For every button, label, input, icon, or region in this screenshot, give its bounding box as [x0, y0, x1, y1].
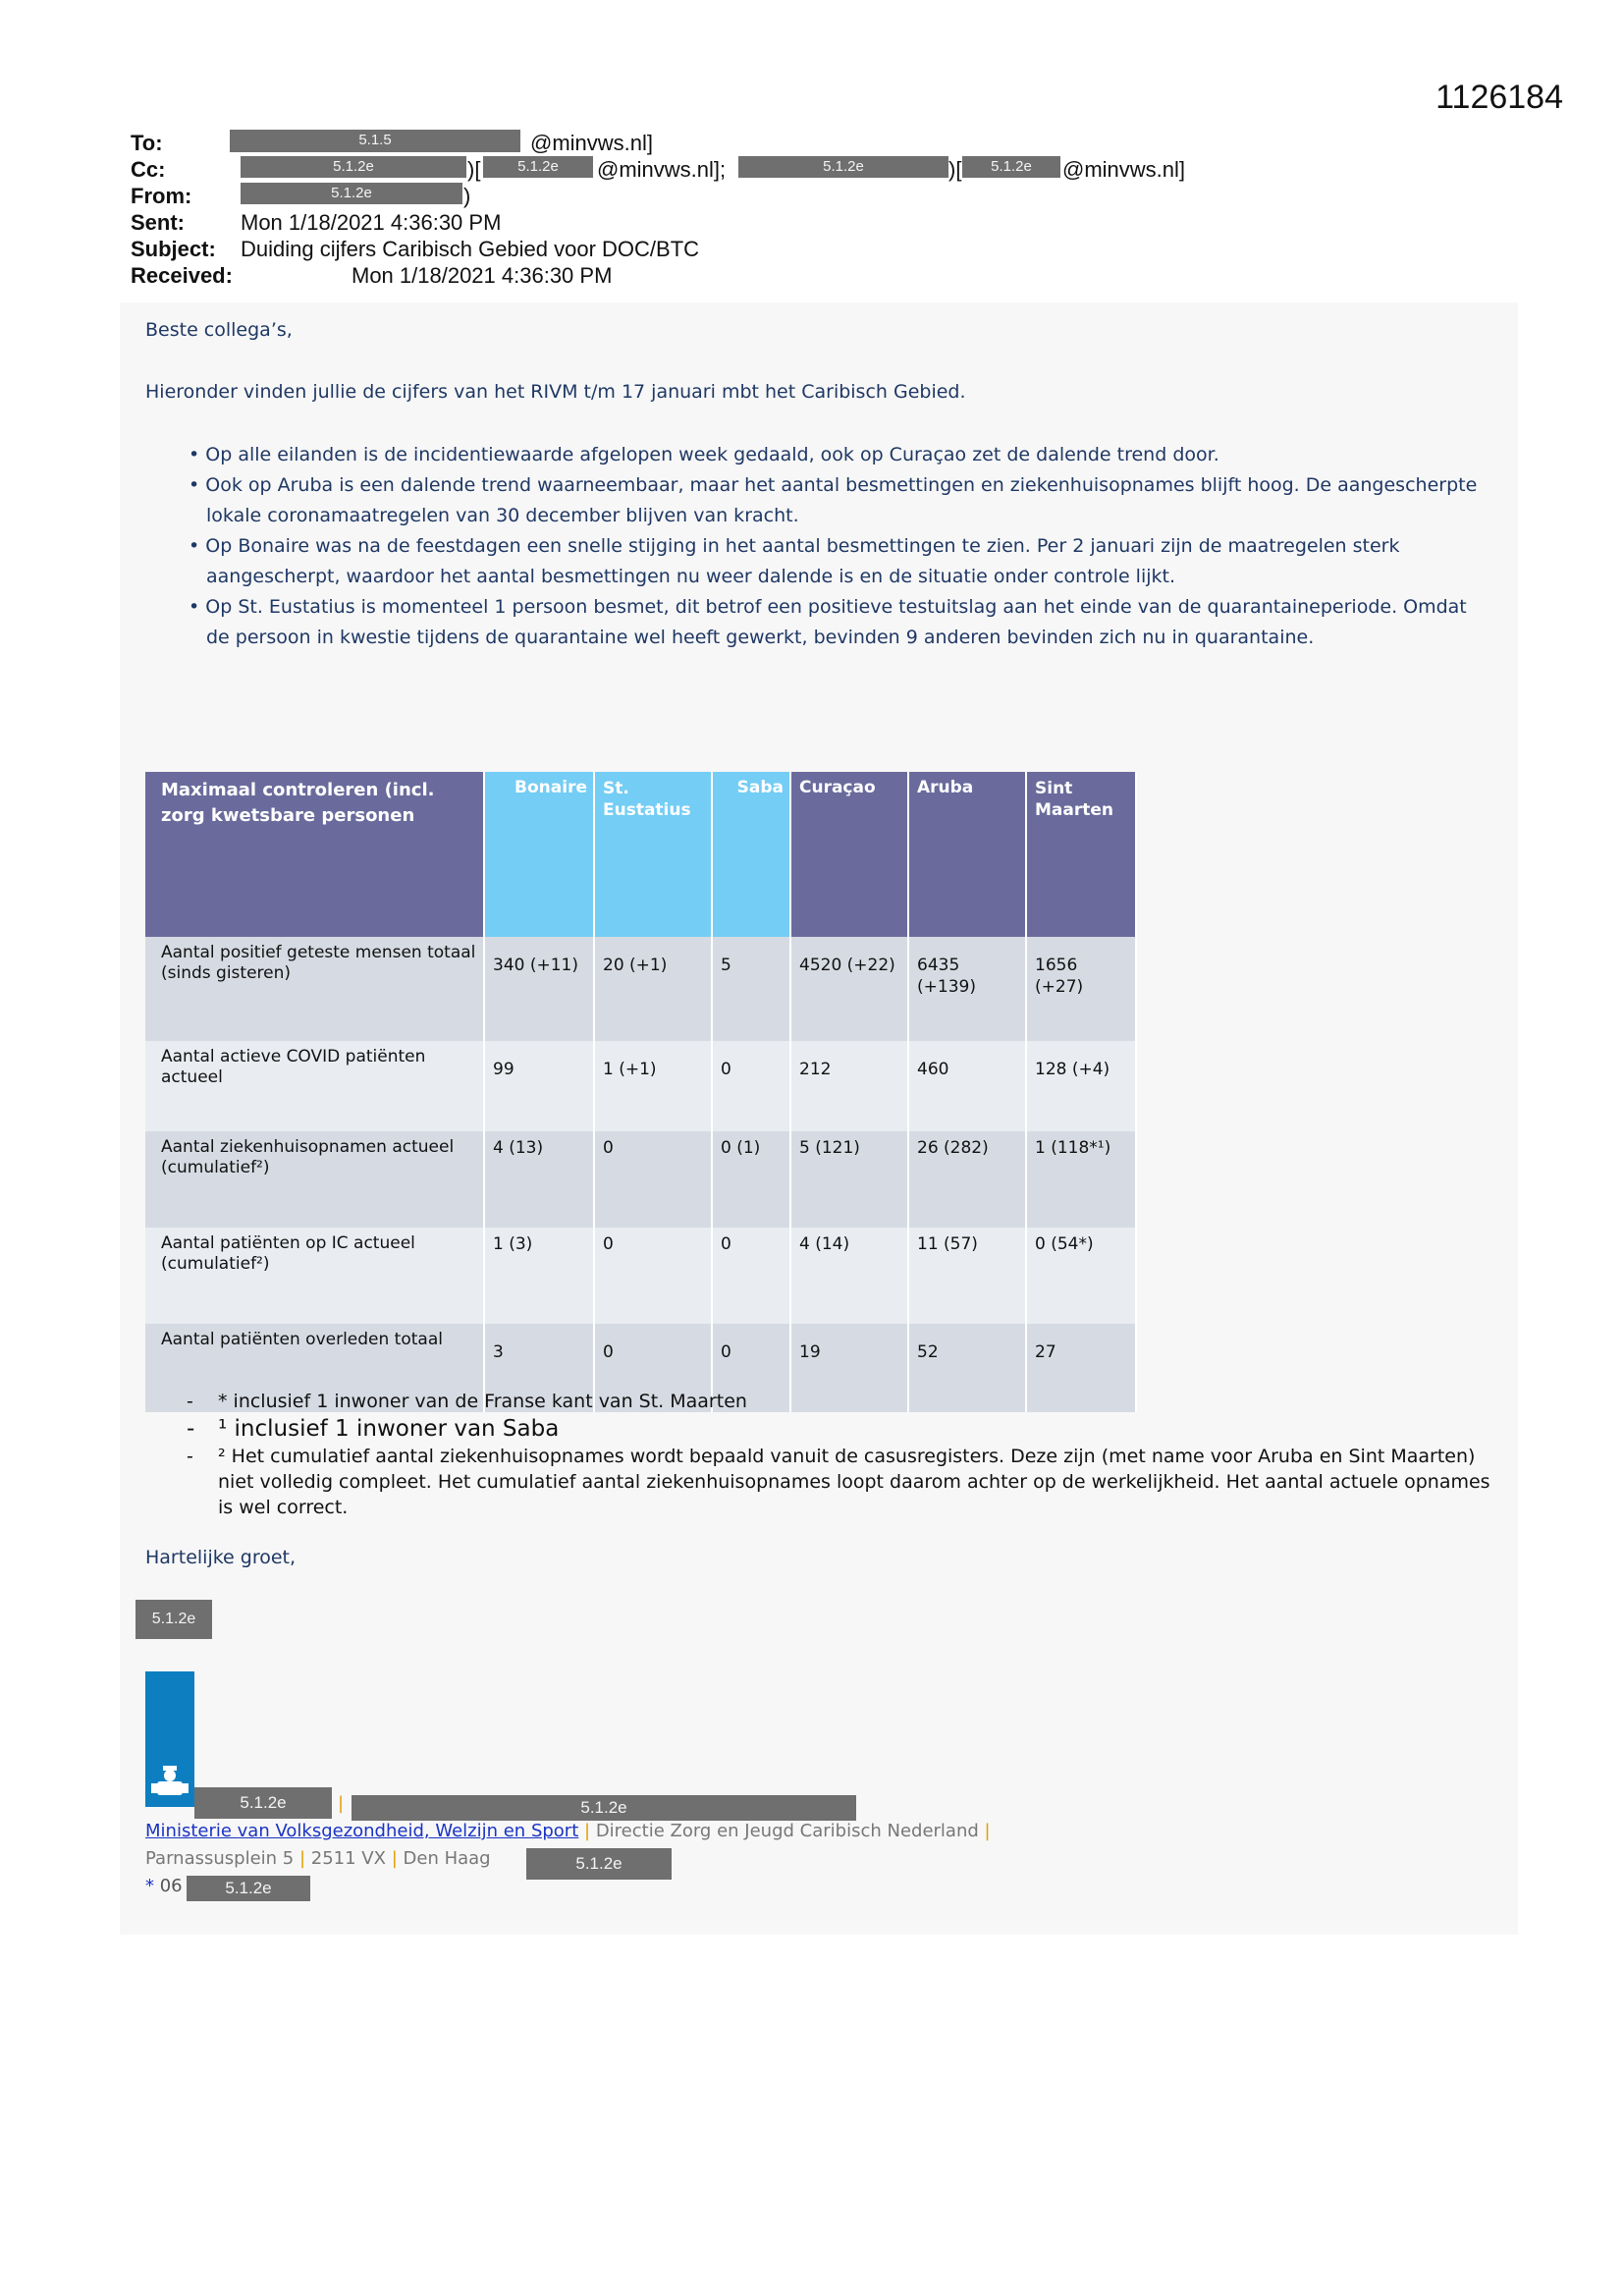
bullet-item: • Op Bonaire was na de feestdagen een snelle stijging in het aantal besmettingen te zien. Per 2 januari zijn de maatregelen sterk aangescherpt, waardoor het aantal besmettingen nu weer dalende is en de situatie onder controle lijkt.: [189, 535, 1400, 587]
redaction-signature-title: 5.1.2e: [194, 1787, 332, 1819]
row-label: Aantal patiënten overleden totaal: [145, 1324, 484, 1412]
footnote: - ² Het cumulatief aantal ziekenhuisopnames wordt bepaald vanuit de casusregisters. Deze zijn (met name voor Aruba en Sint Maarten) niet volledig compleet. Het cumulatief aantal ziekenhuisopnames loopt daarom achter op de werkelijkheid. Het aantal actuele opnames is wel correct.: [187, 1446, 1490, 1518]
cell-value: 0 (1): [712, 1131, 790, 1228]
cell-value: 4520 (+22): [790, 937, 908, 1041]
cell-value: 4 (14): [790, 1228, 908, 1324]
footnote: - ¹ inclusief 1 inwoner van Saba: [187, 1416, 560, 1442]
signature-phone-line: * 06: [145, 1876, 183, 1896]
table-row: [145, 1041, 1136, 1131]
redaction-signature-email: 5.1.2e: [526, 1848, 672, 1880]
redaction-to: 5.1.5: [230, 130, 520, 152]
bullet-list: [189, 440, 1483, 653]
col-header-st-eustatius: St. Eustatius: [594, 772, 712, 937]
cell-value: 3: [484, 1324, 594, 1412]
separator: |: [338, 1793, 345, 1814]
cell-value: 11 (57): [908, 1228, 1026, 1324]
received-label: Received:: [131, 263, 233, 288]
col-header-aruba: Aruba: [908, 772, 1026, 937]
from-paren: ): [463, 184, 471, 208]
subject-value: Duiding cijfers Caribisch Gebied voor DOC/BTC: [241, 237, 700, 261]
sent-label: Sent:: [131, 210, 185, 235]
cell-value: 1 (118*¹): [1026, 1131, 1136, 1228]
bullet-item: • Ook op Aruba is een dalende trend waarneembaar, maar het aantal besmettingen en ziekenhuisopnames blijft hoog. De aangescherpte lokale coronamaatregelen van 30 december blijven van kracht.: [189, 474, 1478, 526]
redaction-cc-1: 5.1.2e: [241, 156, 466, 178]
row-label: Aantal positief geteste mensen totaal (sinds gisteren): [145, 937, 484, 1041]
col-header-sint-maarten: Sint Maarten: [1026, 772, 1136, 937]
footnote: - * inclusief 1 inwoner van de Franse kant van St. Maarten: [187, 1391, 747, 1412]
greeting: Beste collega’s,: [145, 319, 293, 341]
signature-address-line: Parnassusplein 5 | 2511 VX | Den Haag: [145, 1848, 491, 1869]
closing: Hartelijke groet,: [145, 1547, 297, 1568]
cell-value: 0: [594, 1228, 712, 1324]
row-label: Aantal patiënten op IC actueel (cumulatief²): [145, 1228, 484, 1324]
redaction-cc-4: 5.1.2e: [962, 156, 1060, 178]
bullet-item: • Op St. Eustatius is momenteel 1 persoon besmet, dit betrof een positieve testuitslag aan het einde van de quarantaineperiode. Omdat de persoon in kwestie tijdens de quarantaine wel heeft gewerkt, bevinden 9 anderen bevinden zich nu in quarantaine.: [189, 596, 1467, 648]
document-number: 1126184: [1435, 79, 1563, 116]
cell-value: 0 (54*): [1026, 1228, 1136, 1324]
bullet-item: • Op alle eilanden is de incidentiewaarde afgelopen week gedaald, ook op Curaçao zet de dalende trend door.: [189, 444, 1219, 465]
cell-value: 0: [712, 1228, 790, 1324]
cell-value: 5: [712, 937, 790, 1041]
cc-bracket-2: )[: [948, 157, 962, 182]
cell-value: 4 (13): [484, 1131, 594, 1228]
cc-domain-2: @minvws.nl]: [1062, 157, 1186, 182]
redaction-signature-name: 5.1.2e: [135, 1600, 212, 1639]
cell-value: 52: [908, 1324, 1026, 1412]
redaction-signature-role: 5.1.2e: [352, 1795, 856, 1821]
row-label: Aantal ziekenhuisopnamen actueel (cumulatief²): [145, 1131, 484, 1228]
redaction-from: 5.1.2e: [241, 183, 462, 204]
cell-value: 1656 (+27): [1026, 937, 1136, 1041]
table-corner-header: Maximaal controleren (incl. zorg kwetsbare personen: [145, 772, 484, 937]
signature-ministry-line: Ministerie van Volksgezondheid, Welzijn en Sport | Directie Zorg en Jeugd Caribisch Nederland |: [145, 1821, 991, 1841]
from-label: From:: [131, 184, 192, 208]
redaction-signature-phone: 5.1.2e: [187, 1876, 310, 1901]
government-logo: [145, 1671, 194, 1807]
cc-bracket-1: )[: [467, 157, 481, 182]
redaction-cc-3: 5.1.2e: [738, 156, 948, 178]
col-header-saba: Saba: [712, 772, 790, 937]
intro: Hieronder vinden jullie de cijfers van het RIVM t/m 17 januari mbt het Caribisch Gebied.: [145, 381, 966, 403]
cell-value: 0: [712, 1324, 790, 1412]
cell-value: 460: [908, 1041, 1026, 1131]
col-header-curacao: Curaçao: [790, 772, 908, 937]
cell-value: 212: [790, 1041, 908, 1131]
row-label: Aantal actieve COVID patiënten actueel: [145, 1041, 484, 1131]
cell-value: 0: [594, 1131, 712, 1228]
ministry-link[interactable]: Ministerie van Volksgezondheid, Welzijn en Sport: [145, 1821, 579, 1841]
cell-value: 128 (+4): [1026, 1041, 1136, 1131]
cell-value: 6435 (+139): [908, 937, 1026, 1041]
to-domain: @minvws.nl]: [530, 131, 654, 155]
redaction-cc-2: 5.1.2e: [483, 156, 593, 178]
cell-value: 99: [484, 1041, 594, 1131]
cell-value: 19: [790, 1324, 908, 1412]
cell-value: 5 (121): [790, 1131, 908, 1228]
cell-value: 0: [712, 1041, 790, 1131]
cc-domain-1: @minvws.nl];: [597, 157, 727, 182]
cc-label: Cc:: [131, 157, 166, 182]
cell-value: 26 (282): [908, 1131, 1026, 1228]
subject-label: Subject:: [131, 237, 216, 261]
directorate: Directie Zorg en Jeugd Caribisch Nederland: [595, 1821, 979, 1841]
cell-value: 20 (+1): [594, 937, 712, 1041]
to-label: To:: [131, 131, 163, 155]
covid-stats-table: [145, 772, 1137, 1412]
cell-value: 27: [1026, 1324, 1136, 1412]
phone-icon: *: [145, 1876, 154, 1896]
coat-of-arms-icon: [145, 1671, 194, 1807]
col-header-bonaire: Bonaire: [484, 772, 594, 937]
cell-value: 340 (+11): [484, 937, 594, 1041]
table-row: [145, 937, 1136, 1041]
received-value: Mon 1/18/2021 4:36:30 PM: [352, 263, 613, 288]
sent-value: Mon 1/18/2021 4:36:30 PM: [241, 210, 502, 235]
cell-value: 1 (3): [484, 1228, 594, 1324]
table-row: [145, 1228, 1136, 1324]
table-footnotes: [187, 1389, 1492, 1520]
table-row: [145, 1131, 1136, 1228]
cell-value: 0: [594, 1324, 712, 1412]
cell-value: 1 (+1): [594, 1041, 712, 1131]
